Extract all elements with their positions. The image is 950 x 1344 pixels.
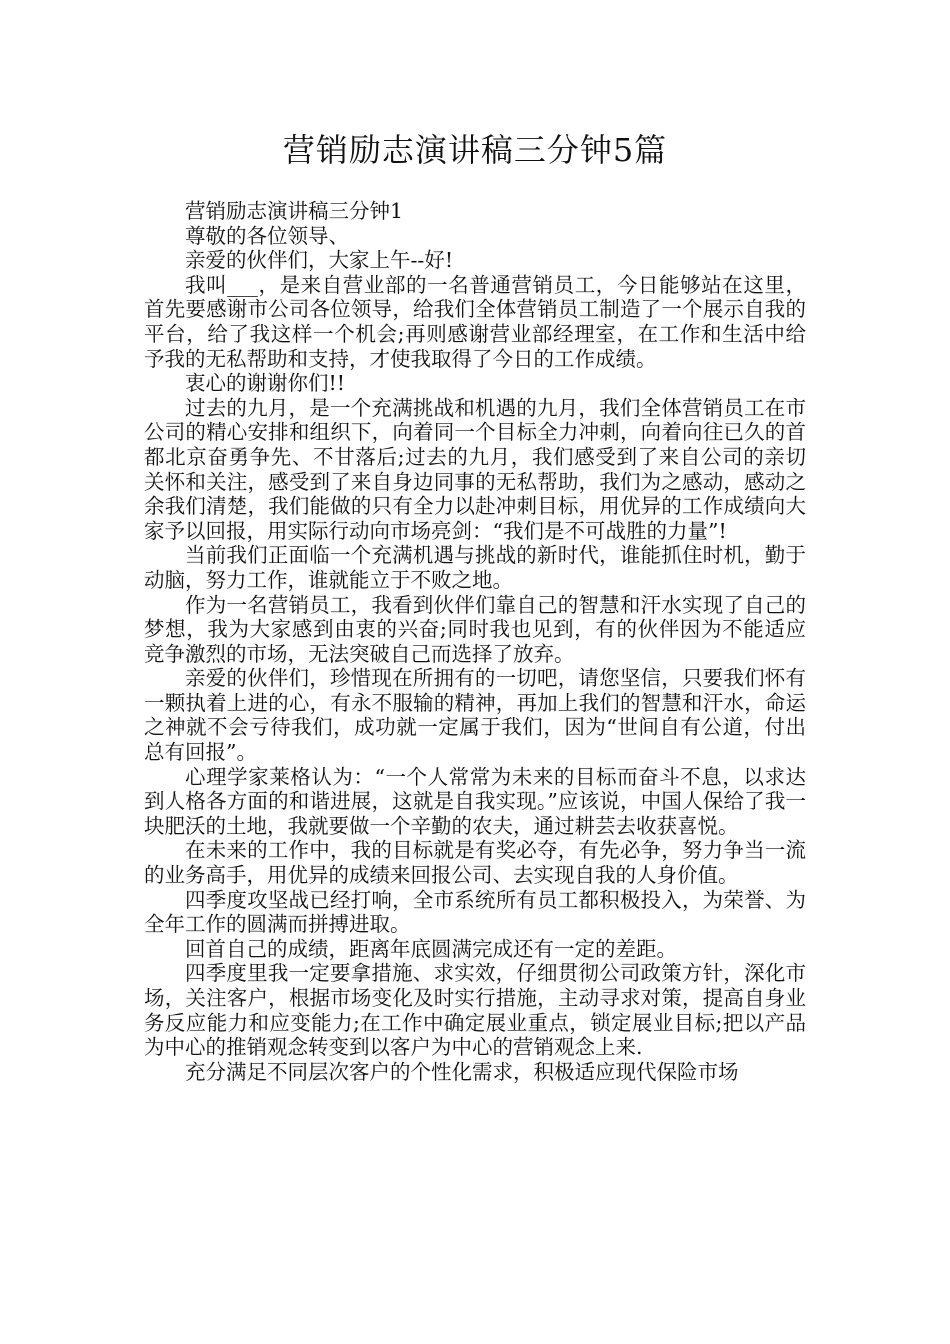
paragraph: 我叫___，是来自营业部的一名普通营销员工，今日能够站在这里，首先要感谢市公司各位领导，给我们全体营销员工制造了一个展示自我的平台，给了我这样一个机会;再则感谢营业部经理室，在工作和生活中给予我的无私帮助和支持，才使我取得了今日的工作成绩。	[144, 272, 806, 371]
paragraph: 当前我们正面临一个充满机遇与挑战的新时代，谁能抓住时机，勤于动脑，努力工作，谁就能立于不败之地。	[144, 543, 806, 592]
paragraph: 亲爱的伙伴们，珍惜现在所拥有的一切吧，请您坚信，只要我们怀有一颗执着上进的心，有永不服输的精神，再加上我们的智慧和汗水，命运之神就不会亏待我们，成功就一定属于我们，因为“世间自有公道，付出总有回报”。	[144, 666, 806, 765]
paragraph-greeting: 亲爱的伙伴们，大家上午--好!	[185, 248, 454, 273]
paragraph: 衷心的谢谢你们!!	[185, 371, 345, 396]
paragraph: 在未来的工作中，我的目标就是有奖必夺，有先必争，努力争当一流的业务高手，用优异的成绩来回报公司、去实现自我的人身价值。	[144, 838, 806, 888]
document-title: 营销励志演讲稿三分钟5篇	[282, 131, 668, 169]
paragraph: 心理学家莱格认为：“一个人常常为未来的目标而奋斗不息，以求达到人格各方面的和谐进展，这就是自我实现。”应该说，中国人保给了我一块肥沃的土地，我就要做一个辛勤的农夫，通过耕芸去收获喜悦。	[144, 764, 806, 838]
document-body	[144, 199, 806, 1084]
paragraph-subtitle: 营销励志演讲稿三分钟1	[185, 199, 404, 223]
paragraph: 作为一名营销员工，我看到伙伴们靠自己的智慧和汗水实现了自己的梦想，我为大家感到由衷的兴奋;同时我也见到，有的伙伴因为不能适应竞争激烈的市场，无法突破自己而选择了放弃。	[144, 592, 806, 666]
paragraph: 充分满足不同层次客户的个性化需求，积极适应现代保险市场	[185, 1059, 739, 1084]
paragraph: 四季度攻坚战已经打响，全市系统所有员工都积极投入，为荣誉、为全年工作的圆满而拼搏进取。	[144, 887, 806, 937]
paragraph: 过去的九月，是一个充满挑战和机遇的九月，我们全体营销员工在市公司的精心安排和组织下，向着同一个目标全力冲刺，向着向往已久的首都北京奋勇争先、不甘落后;过去的九月，我们感受到了来自公司的亲切关怀和关注，感受到了来自身边同事的无私帮助，我们为之感动，感动之余我们清楚，我们能做的只有全力以赴冲刺目标，用优异的工作成绩向大家予以回报，用实际行动向市场亮剑：“我们是不可战胜的力量”!	[144, 395, 806, 543]
paragraph-salutation: 尊敬的各位领导、	[185, 223, 349, 248]
paragraph: 四季度里我一定要拿措施、求实效，仔细贯彻公司政策方针，深化市场，关注客户，根据市场变化及时实行措施，主动寻求对策，提高自身业务反应能力和应变能力;在工作中确定展业重点，锁定展业目标;把以产品为中心的推销观念转变到以客户为中心的营销观念上来.	[144, 961, 806, 1060]
paragraph: 回首自己的成绩，距离年底圆满完成还有一定的差距。	[185, 936, 677, 961]
